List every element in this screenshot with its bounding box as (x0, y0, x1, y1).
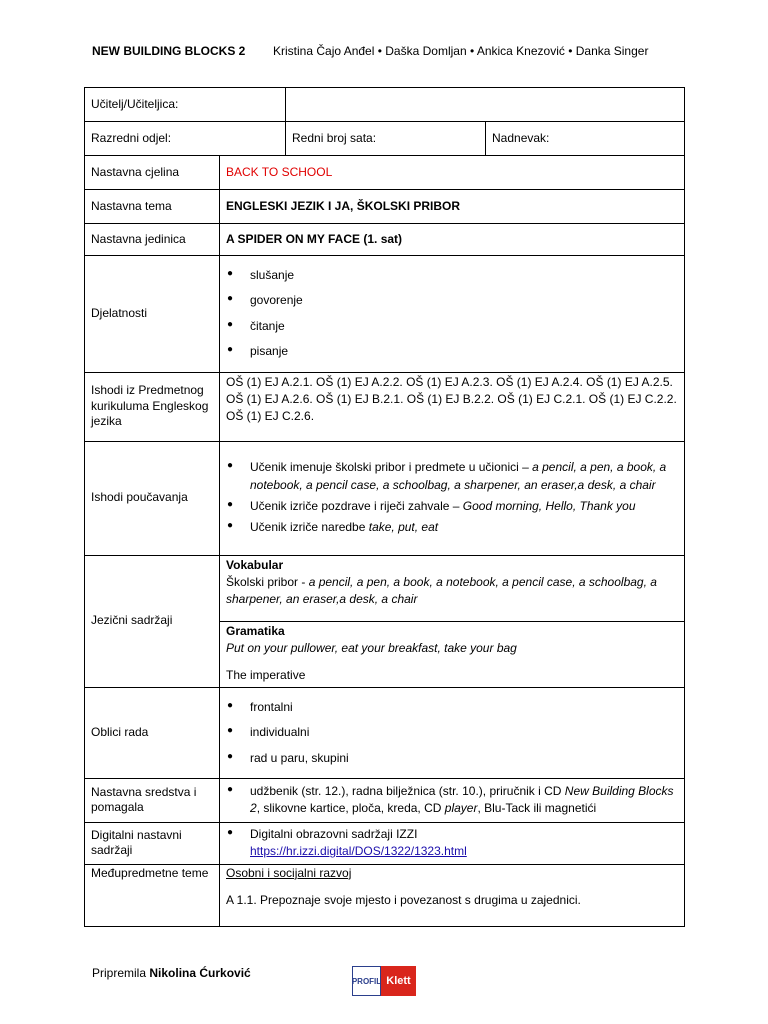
list-item: ● pisanje (226, 343, 678, 360)
list-item: ● rad u paru, skupini (226, 750, 678, 767)
grammar-note: The imperative (226, 668, 306, 683)
list-item: ● slušanje (226, 267, 678, 284)
list-item: ● individualni (226, 724, 678, 741)
work-forms-list (226, 699, 678, 767)
brand-title: NEW BUILDING BLOCKS 2 (92, 44, 246, 58)
work-forms-cell (220, 687, 685, 778)
outcomes-label: Ishodi poučavanja (85, 441, 220, 555)
logo-profil: PROFIL (352, 966, 381, 996)
work-forms-label: Oblici rada (85, 687, 220, 778)
activities-label: Djelatnosti (85, 256, 220, 373)
lesson-number-label: Redni broj sata: (286, 122, 486, 156)
language-content-label: Jezični sadržaji (85, 555, 220, 687)
lesson-plan-table (84, 87, 685, 927)
activities-list (226, 267, 678, 361)
cross-curricular-title: Osobni i socijalni razvoj (226, 865, 352, 880)
unit-label: Nastavna cjelina (85, 156, 220, 190)
prepared-by-name: Nikolina Ćurković (149, 966, 251, 980)
language-content-cell (220, 555, 685, 687)
grammar-section (220, 622, 684, 687)
profil-klett-logo (352, 966, 416, 996)
cross-curricular-label: Međupredmetne teme (85, 864, 220, 926)
vocabulary-title: Vokabular (226, 557, 284, 572)
cross-curricular-cell (220, 864, 685, 926)
resources-list (226, 783, 678, 818)
curriculum-label: Ishodi iz Predmetnog kurikuluma Engleskog jezika (85, 372, 220, 441)
authors: Kristina Čajo Anđel • Daška Domljan • Ankica Knezović • Danka Singer (273, 44, 649, 58)
lesson-value: A SPIDER ON MY FACE (1. sat) (220, 224, 685, 256)
list-item: ● frontalni (226, 699, 678, 716)
digital-list (226, 826, 678, 861)
list-item: ● udžbenik (str. 12.), radna bilježnica (str. 10.), priručnik i CD New Building Blocks 2, slikovne kartice, ploča, kreda, CD player, Blu-Tack ili magnetići (226, 783, 678, 818)
topic-label: Nastavna tema (85, 190, 220, 224)
footer (92, 966, 251, 980)
resources-label: Nastavna sredstva i pomagala (85, 778, 220, 822)
digital-content-cell (220, 822, 685, 864)
list-item: ● Učenik imenuje školski pribor i predmete u učionici – a pencil, a pen, a book, a notebook, a pencil case, a schoolbag, a sharpener, an eraser,a desk, a chair (226, 459, 678, 494)
list-item (226, 826, 678, 861)
list-item: ● Učenik izriče naredbe take, put, eat (226, 519, 678, 536)
topic-value: ENGLESKI JEZIK I JA, ŠKOLSKI PRIBOR (220, 190, 685, 224)
resources-cell (220, 778, 685, 822)
page-header (92, 44, 692, 58)
list-item: ● govorenje (226, 292, 678, 309)
outcomes-cell (220, 441, 685, 555)
vocabulary-items: a pencil, a pen, a book, a notebook, a pencil case, a schoolbag, a sharpener, an eraser,a desk, a chair (226, 574, 657, 607)
prepared-by-prefix: Pripremila (92, 966, 150, 980)
lesson-label: Nastavna jedinica (85, 224, 220, 256)
unit-value: BACK TO SCHOOL (220, 156, 685, 190)
class-label: Razredni odjel: (85, 122, 286, 156)
grammar-title: Gramatika (226, 623, 285, 638)
cross-curricular-text: A 1.1. Prepoznaje svoje mjesto i povezanost s drugima u zajednici. (226, 893, 581, 908)
vocabulary-section (220, 556, 684, 622)
teacher-value[interactable] (286, 88, 685, 122)
teacher-label: Učitelj/Učiteljica: (85, 88, 286, 122)
curriculum-value: OŠ (1) EJ A.2.1. OŠ (1) EJ A.2.2. OŠ (1) EJ A.2.3. OŠ (1) EJ A.2.4. OŠ (1) EJ A.2.5. OŠ (1) EJ A.2.6. OŠ (1) EJ B.2.1. OŠ (1) EJ B.2.2. OŠ (1) EJ C.2.1. OŠ (1) EJ C.2.2. OŠ (1) EJ C.2.6. (220, 372, 685, 441)
outcomes-list (226, 459, 678, 537)
list-item: ● Učenik izriče pozdrave i riječi zahvale – Good morning, Hello, Thank you (226, 498, 678, 515)
activities-cell (220, 256, 685, 373)
grammar-examples: Put on your pullower, eat your breakfast, take your bag (226, 640, 517, 655)
vocabulary-prefix: Školski pribor - (226, 574, 309, 589)
date-label: Nadnevak: (486, 122, 685, 156)
list-item: ● čitanje (226, 318, 678, 335)
digital-text: ● Digitalni obrazovni sadržaji IZZI (250, 826, 418, 841)
digital-link[interactable]: https://hr.izzi.digital/DOS/1322/1323.html (250, 844, 467, 859)
digital-content-label: Digitalni nastavni sadržaji (85, 822, 220, 864)
logo-klett: Klett (381, 966, 416, 996)
